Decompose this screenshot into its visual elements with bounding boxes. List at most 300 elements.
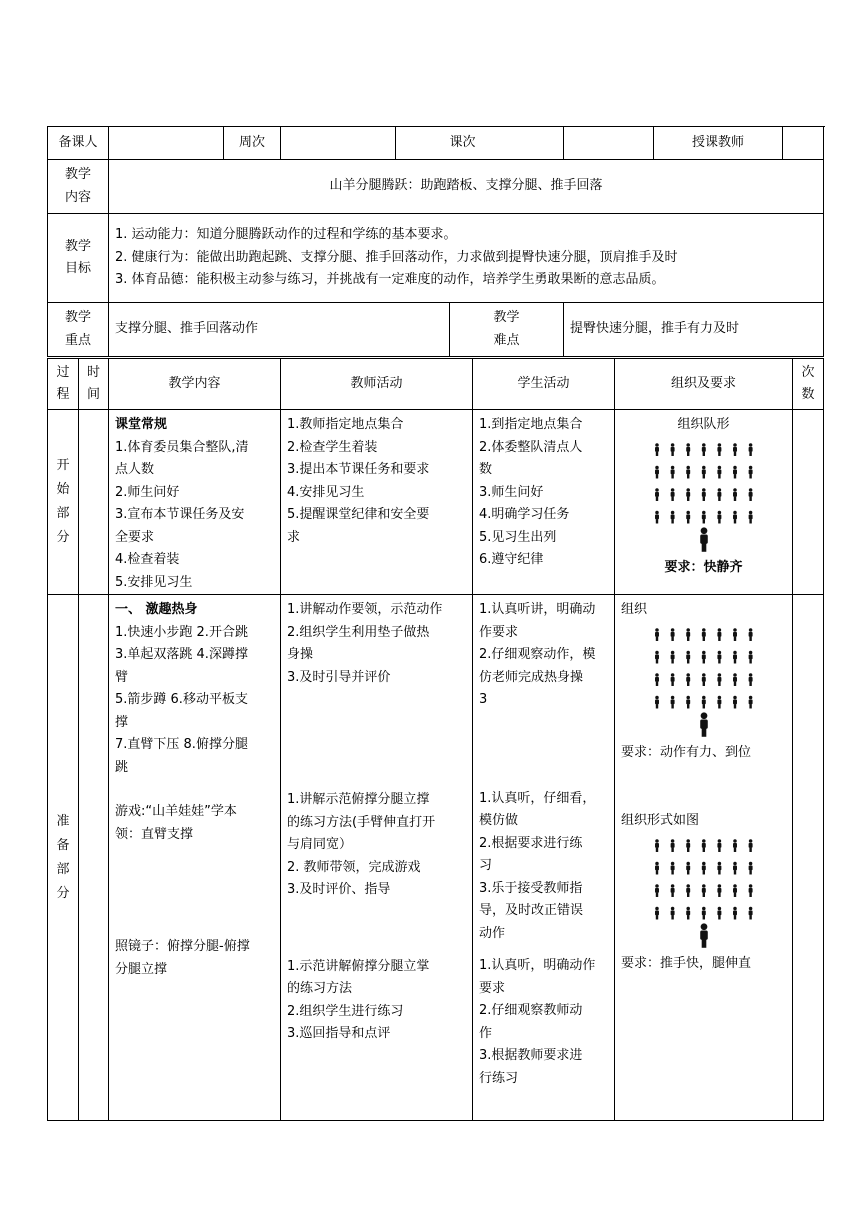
person-legs <box>718 636 720 640</box>
person-legs <box>733 892 735 896</box>
goals-label: 教学 目标 <box>48 214 109 303</box>
person-body <box>701 631 705 636</box>
person-head <box>717 650 721 654</box>
person-head <box>686 861 690 865</box>
person-head <box>702 488 706 492</box>
section-prep-org: 组织 要求：动作有力、到位 组织形式如图 要求：推手快，腿伸直 <box>615 595 793 1121</box>
section-start-org: 组织队形 要求：快静齐 <box>615 410 793 595</box>
preparer-label: 备课人 <box>48 127 109 160</box>
person-legs <box>686 519 688 523</box>
goals-list <box>109 214 824 303</box>
person-legs <box>718 519 720 523</box>
person-body <box>733 631 737 636</box>
person-legs <box>686 704 688 708</box>
person-body <box>701 654 705 659</box>
person-head <box>717 465 721 469</box>
person-head <box>686 510 690 514</box>
person-body <box>717 842 721 847</box>
person-legs <box>686 474 688 478</box>
person-head <box>748 906 752 910</box>
week-value[interactable] <box>281 127 396 160</box>
person-head <box>686 650 690 654</box>
person-head <box>733 861 737 865</box>
person-legs <box>702 847 704 851</box>
person-head <box>700 527 707 534</box>
goal-item: 2. 健康行为：能做出助跑起跳、支撑分腿、推手回落动作，力求做到提臀快速分腿，顶肩推手及时 <box>115 249 678 265</box>
person-body <box>733 887 737 892</box>
person-head <box>748 884 752 888</box>
goal-item: 1. 运动能力：知道分腿腾跃动作的过程和学练的基本要求。 <box>115 227 457 243</box>
person-body <box>686 469 690 474</box>
section-start-row <box>48 410 824 595</box>
person-legs <box>702 636 704 640</box>
person-head <box>748 673 752 677</box>
person-legs <box>702 681 704 685</box>
person-head <box>733 884 737 888</box>
person-legs <box>749 915 751 919</box>
person-body <box>670 654 674 659</box>
goal-item: 3. 体育品德：能积极主动参与练习，并挑战有一定难度的动作，培养学生勇敢果断的意志品质。 <box>115 272 665 288</box>
key-points-text: 支撑分腿、推手回落动作 <box>109 303 450 357</box>
section-prep-student: 1.认真听讲，明确动 作要求 2.仔细观察动作，模 仿老师完成热身操 3 1.认真听，仔细看， 模仿做 2.根据要求进行练 习 3.乐于接受教师指 导，及时改正错误 动作 1.认真听，明确动作 要求 2.仔细观察教师动 作 3.根据教师要求进 行练习 <box>473 595 615 1121</box>
person-head <box>702 510 706 514</box>
person-head <box>702 839 706 843</box>
person-head <box>717 628 721 632</box>
section-prep-teacher: 1.讲解动作要领，示范动作 2.组织学生利用垫子做热 身操 3.及时引导并评价 1.讲解示范俯撑分腿立撑 的练习方法(手臂伸直打开 与肩同宽） 2. 教师带领，完成游戏 3.及时评价、指导 1.示范讲解俯撑分腿立掌 的练习方法 2.组织学生进行练习 3.巡回指导和点评 <box>281 595 473 1121</box>
person-body <box>686 910 690 915</box>
person-body <box>733 446 737 451</box>
person-legs <box>749 451 751 455</box>
person-legs <box>671 847 673 851</box>
goals-row <box>48 214 824 303</box>
preparer-value[interactable] <box>109 127 224 160</box>
person-body <box>670 514 674 519</box>
person-body <box>670 842 674 847</box>
person-head <box>748 839 752 843</box>
person-body <box>670 676 674 681</box>
person-body <box>670 910 674 915</box>
person-legs <box>701 728 706 736</box>
person-head <box>717 884 721 888</box>
person-body <box>686 699 690 704</box>
person-legs <box>718 659 720 663</box>
person-legs <box>655 474 657 478</box>
person-body <box>701 469 705 474</box>
key-points-row <box>48 303 824 357</box>
person-head <box>717 906 721 910</box>
person-head <box>686 488 690 492</box>
person-body <box>670 631 674 636</box>
person-body <box>670 469 674 474</box>
section-start-count <box>793 410 824 595</box>
person-legs <box>733 451 735 455</box>
section-start-time <box>79 410 109 595</box>
person-legs <box>671 704 673 708</box>
person-body <box>733 842 737 847</box>
person-head <box>700 923 707 930</box>
person-head <box>733 628 737 632</box>
person-body <box>701 446 705 451</box>
person-body <box>717 699 721 704</box>
person-body <box>655 887 659 892</box>
person-legs <box>749 636 751 640</box>
person-body <box>733 865 737 870</box>
col-org: 组织及要求 <box>615 359 793 410</box>
person-body <box>655 865 659 870</box>
person-body <box>733 676 737 681</box>
person-legs <box>686 892 688 896</box>
person-legs <box>702 892 704 896</box>
formation-grid-icon <box>649 626 759 712</box>
person-head <box>702 906 706 910</box>
person-legs <box>702 474 704 478</box>
person-head <box>655 510 659 514</box>
person-legs <box>686 681 688 685</box>
person-legs <box>655 659 657 663</box>
person-legs <box>671 681 673 685</box>
person-body <box>733 910 737 915</box>
section-start-content: 课堂常规 1.体育委员集合整队,清 点人数 2.师生问好 3.宣布本节课任务及安 全要求 4.检查着装 5.安排见习生 <box>109 410 281 595</box>
person-body <box>733 469 737 474</box>
person-legs <box>702 519 704 523</box>
person-body <box>701 910 705 915</box>
person-legs <box>733 847 735 851</box>
person-body <box>686 676 690 681</box>
person-head <box>686 906 690 910</box>
person-body <box>701 887 705 892</box>
person-body <box>733 514 737 519</box>
person-head <box>733 673 737 677</box>
week-label: 周次 <box>224 127 281 160</box>
person-body <box>717 887 721 892</box>
person-body <box>701 865 705 870</box>
lesson-no-value[interactable] <box>564 127 654 160</box>
col-student: 学生活动 <box>473 359 615 410</box>
section-prep-count <box>793 595 824 1121</box>
person-head <box>670 488 674 492</box>
person-head <box>702 465 706 469</box>
person-body <box>717 865 721 870</box>
person-legs <box>686 847 688 851</box>
person-legs <box>718 847 720 851</box>
col-teacher: 教师活动 <box>281 359 473 410</box>
person-head <box>748 488 752 492</box>
person-legs <box>733 496 735 500</box>
person-legs <box>749 496 751 500</box>
person-body <box>748 865 752 870</box>
person-head <box>717 443 721 447</box>
person-head <box>655 861 659 865</box>
person-body <box>717 676 721 681</box>
person-head <box>748 695 752 699</box>
person-body <box>701 842 705 847</box>
person-legs <box>671 474 673 478</box>
lesson-plan-table <box>47 126 824 357</box>
person-legs <box>733 659 735 663</box>
person-body <box>700 534 708 543</box>
person-legs <box>671 636 673 640</box>
person-head <box>733 443 737 447</box>
person-head <box>670 884 674 888</box>
person-legs <box>718 496 720 500</box>
person-head <box>655 443 659 447</box>
key-points-label: 教学 重点 <box>48 303 109 357</box>
person-head <box>686 695 690 699</box>
person-legs <box>655 704 657 708</box>
person-body <box>701 676 705 681</box>
section-prep-label: 准 备 部 分 <box>48 595 79 1121</box>
person-body <box>686 446 690 451</box>
person-legs <box>671 659 673 663</box>
person-head <box>700 712 707 719</box>
person-body <box>686 865 690 870</box>
person-head <box>655 628 659 632</box>
person-body <box>717 491 721 496</box>
person-body <box>655 469 659 474</box>
section-prep-row <box>48 595 824 1121</box>
person-head <box>686 673 690 677</box>
person-head <box>670 628 674 632</box>
person-head <box>655 906 659 910</box>
person-body <box>700 719 708 728</box>
person-head <box>686 884 690 888</box>
teacher-figure-icon <box>696 527 712 553</box>
person-legs <box>686 636 688 640</box>
person-legs <box>749 474 751 478</box>
person-head <box>748 465 752 469</box>
person-body <box>748 842 752 847</box>
teacher-figure-icon <box>696 923 712 949</box>
person-body <box>655 654 659 659</box>
person-legs <box>733 704 735 708</box>
person-body <box>717 910 721 915</box>
person-legs <box>655 451 657 455</box>
person-legs <box>733 870 735 874</box>
person-legs <box>671 496 673 500</box>
person-body <box>670 887 674 892</box>
person-legs <box>733 636 735 640</box>
person-head <box>702 650 706 654</box>
section-prep-content: 一、 激趣热身 1.快速小步跑 2.开合跳 3.单起双落跳 4.深蹲撑 臂 5.箭步蹲 6.移动平板支 撑 7.直臂下压 8.俯撑分腿 跳 游戏:“山羊娃娃”学本 领：直臂支撑 照镜子：俯撑分腿-俯撑 分腿立撑 <box>109 595 281 1121</box>
person-body <box>655 699 659 704</box>
person-head <box>717 839 721 843</box>
person-head <box>733 695 737 699</box>
person-legs <box>749 892 751 896</box>
person-body <box>748 654 752 659</box>
content-label: 教学 内容 <box>48 160 109 214</box>
person-legs <box>718 870 720 874</box>
person-legs <box>749 659 751 663</box>
person-body <box>655 910 659 915</box>
person-legs <box>671 892 673 896</box>
person-legs <box>702 496 704 500</box>
column-header-row <box>48 359 824 410</box>
col-process: 过 程 <box>48 359 79 410</box>
person-head <box>670 695 674 699</box>
person-head <box>670 861 674 865</box>
content-text: 山羊分腿腾跃：助跑踏板、支撑分腿、推手回落 <box>109 160 824 214</box>
person-body <box>701 514 705 519</box>
person-head <box>748 443 752 447</box>
person-head <box>733 906 737 910</box>
person-head <box>733 488 737 492</box>
person-body <box>701 699 705 704</box>
person-head <box>717 673 721 677</box>
person-head <box>670 465 674 469</box>
person-legs <box>718 451 720 455</box>
person-head <box>702 695 706 699</box>
person-legs <box>749 704 751 708</box>
person-body <box>686 631 690 636</box>
person-legs <box>655 636 657 640</box>
person-legs <box>718 704 720 708</box>
person-body <box>717 514 721 519</box>
person-legs <box>701 543 706 551</box>
person-legs <box>702 659 704 663</box>
person-body <box>717 469 721 474</box>
person-legs <box>718 474 720 478</box>
person-legs <box>655 681 657 685</box>
person-head <box>717 488 721 492</box>
person-legs <box>733 681 735 685</box>
person-head <box>686 839 690 843</box>
person-legs <box>702 451 704 455</box>
person-legs <box>718 892 720 896</box>
person-legs <box>655 847 657 851</box>
person-head <box>670 906 674 910</box>
person-legs <box>718 915 720 919</box>
person-legs <box>702 704 704 708</box>
person-head <box>670 443 674 447</box>
header-row <box>48 127 824 160</box>
formation-grid-icon <box>649 441 759 527</box>
person-body <box>717 654 721 659</box>
person-head <box>670 510 674 514</box>
person-body <box>655 491 659 496</box>
person-body <box>686 514 690 519</box>
person-body <box>748 469 752 474</box>
person-body <box>748 887 752 892</box>
person-legs <box>733 915 735 919</box>
person-head <box>717 861 721 865</box>
content-row <box>48 160 824 214</box>
person-body <box>748 910 752 915</box>
person-body <box>733 654 737 659</box>
person-body <box>686 491 690 496</box>
person-legs <box>671 870 673 874</box>
teacher-value[interactable] <box>783 127 824 160</box>
person-head <box>702 861 706 865</box>
person-head <box>670 839 674 843</box>
person-head <box>686 443 690 447</box>
lesson-no-label: 课次 <box>396 127 564 160</box>
person-head <box>748 861 752 865</box>
person-body <box>733 699 737 704</box>
person-body <box>701 491 705 496</box>
person-legs <box>733 474 735 478</box>
person-head <box>655 465 659 469</box>
person-body <box>655 631 659 636</box>
person-head <box>717 695 721 699</box>
person-legs <box>655 519 657 523</box>
person-head <box>702 628 706 632</box>
person-head <box>717 510 721 514</box>
person-legs <box>749 870 751 874</box>
person-legs <box>655 496 657 500</box>
person-legs <box>701 939 706 947</box>
section-start-student: 1.到指定地点集合 2.体委整队清点人 数 3.师生问好 4.明确学习任务 5.见习生出列 6.遵守纪律 <box>473 410 615 595</box>
person-head <box>670 673 674 677</box>
person-head <box>686 465 690 469</box>
section-prep-time <box>79 595 109 1121</box>
person-head <box>748 510 752 514</box>
person-body <box>717 631 721 636</box>
person-body <box>686 887 690 892</box>
person-legs <box>749 847 751 851</box>
person-head <box>686 628 690 632</box>
person-head <box>655 839 659 843</box>
person-body <box>670 491 674 496</box>
person-body <box>655 446 659 451</box>
teacher-figure-icon <box>696 712 712 738</box>
person-legs <box>749 519 751 523</box>
person-legs <box>686 659 688 663</box>
section-start-teacher: 1.教师指定地点集合 2.检查学生着装 3.提出本节课任务和要求 4.安排见习生 5.提醒课堂纪律和安全要 求 <box>281 410 473 595</box>
person-body <box>670 699 674 704</box>
person-head <box>733 510 737 514</box>
person-body <box>686 842 690 847</box>
person-body <box>670 865 674 870</box>
person-legs <box>686 915 688 919</box>
person-head <box>748 628 752 632</box>
person-legs <box>749 681 751 685</box>
formation-grid-icon <box>649 837 759 923</box>
person-legs <box>718 681 720 685</box>
person-body <box>655 514 659 519</box>
person-legs <box>686 496 688 500</box>
person-body <box>748 676 752 681</box>
person-head <box>655 650 659 654</box>
person-head <box>702 443 706 447</box>
person-body <box>733 491 737 496</box>
person-head <box>733 839 737 843</box>
person-body <box>686 654 690 659</box>
person-legs <box>671 519 673 523</box>
person-legs <box>733 519 735 523</box>
person-head <box>733 650 737 654</box>
person-head <box>670 650 674 654</box>
person-body <box>748 514 752 519</box>
person-head <box>748 650 752 654</box>
person-head <box>655 695 659 699</box>
person-legs <box>702 870 704 874</box>
person-head <box>655 488 659 492</box>
person-legs <box>655 870 657 874</box>
person-legs <box>671 451 673 455</box>
difficulty-label: 教学 难点 <box>450 303 564 357</box>
person-body <box>655 842 659 847</box>
person-head <box>655 673 659 677</box>
person-body <box>717 446 721 451</box>
person-body <box>748 491 752 496</box>
person-body <box>748 631 752 636</box>
col-time: 时 间 <box>79 359 109 410</box>
person-body <box>700 930 708 939</box>
col-content: 教学内容 <box>109 359 281 410</box>
activity-table <box>47 358 824 1121</box>
person-body <box>655 676 659 681</box>
col-count: 次 数 <box>793 359 824 410</box>
